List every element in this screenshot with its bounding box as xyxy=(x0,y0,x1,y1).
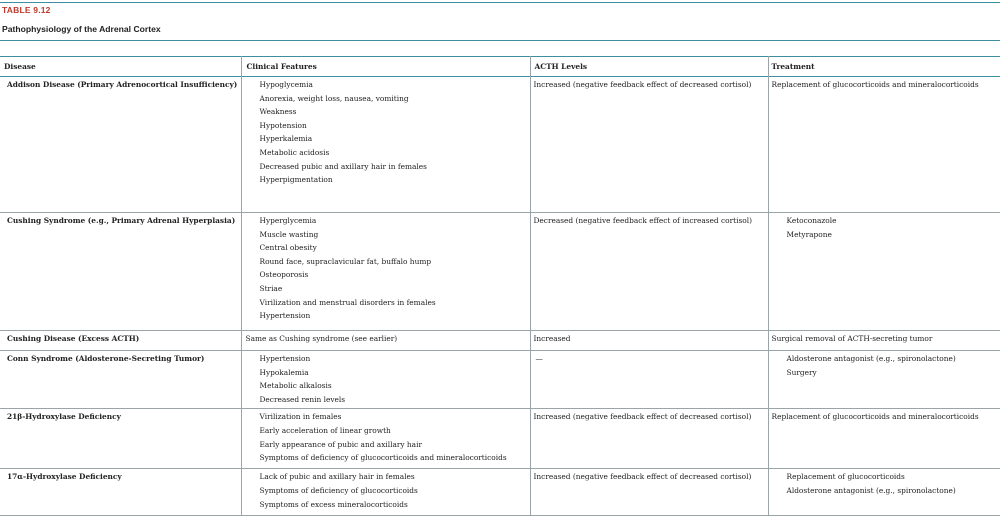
treatment-item: Aldosterone antagonist (e.g., spironolactone) xyxy=(786,485,956,495)
disease-cell: Cushing Disease (Excess ACTH) xyxy=(0,331,241,351)
feature-item: Muscle wasting xyxy=(259,229,319,239)
table-row xyxy=(0,351,1000,409)
treatment-cell xyxy=(768,351,1000,409)
features-cell xyxy=(241,409,530,469)
feature-item: Anorexia, weight loss, nausea, vomiting xyxy=(259,93,409,103)
treatment-item: Aldosterone antagonist (e.g., spironolactone) xyxy=(786,354,956,363)
feature-item: Decreased renin levels xyxy=(259,394,346,404)
acth-cell: Increased (negative feedback effect of decreased cortisol) xyxy=(530,77,768,213)
treatment-item: Replacement of glucocorticoids and mineralocorticoids xyxy=(771,412,979,422)
feature-item: Weakness xyxy=(259,107,297,117)
caption-rule xyxy=(0,40,1000,41)
table-label: TABLE 9.12 xyxy=(2,5,51,15)
feature-item: Symptoms of deficiency of glucocorticoids and mineralocorticoids xyxy=(259,453,507,463)
disease-cell: 21β-Hydroxylase Deficiency xyxy=(0,409,241,469)
features-cell xyxy=(241,213,530,331)
treatment-item: Replacement of glucocorticoids xyxy=(786,472,905,482)
table-title: Pathophysiology of the Adrenal Cortex xyxy=(2,24,161,34)
feature-item: Osteoporosis xyxy=(259,270,309,280)
feature-item: Hypoglycemia xyxy=(259,80,313,89)
acth-cell: Increased (negative feedback effect of decreased cortisol) xyxy=(530,409,768,469)
acth-cell: Increased xyxy=(530,331,768,351)
table-row xyxy=(0,469,1000,516)
feature-item: Hyperglycemia xyxy=(259,216,317,225)
table-row xyxy=(0,409,1000,469)
treatment-item: Ketoconazole xyxy=(786,216,837,225)
acth-cell: Increased (negative feedback effect of decreased cortisol) xyxy=(530,469,768,516)
column-header-treatment: Treatment xyxy=(771,62,815,71)
feature-item: Hyperpigmentation xyxy=(259,175,333,185)
features-cell xyxy=(241,77,530,213)
column-header-disease: Disease xyxy=(0,57,241,77)
header-row xyxy=(0,57,1000,77)
features-cell xyxy=(241,469,530,516)
treatment-item: Surgery xyxy=(786,367,817,377)
feature-item: Hyperkalemia xyxy=(259,134,313,144)
table-row xyxy=(0,213,1000,331)
feature-item: Decreased pubic and axillary hair in females xyxy=(259,161,427,171)
treatment-item: Surgical removal of ACTH-secreting tumor xyxy=(771,334,933,343)
feature-item: Lack of pubic and axillary hair in females xyxy=(259,472,415,482)
treatment-item: Metyrapone xyxy=(786,229,832,239)
feature-item: Hypokalemia xyxy=(259,367,309,377)
table-row xyxy=(0,77,1000,213)
pathophysiology-table xyxy=(0,56,1000,516)
feature-item: Virilization in females xyxy=(259,412,342,422)
disease-cell: Addison Disease (Primary Adrenocortical Insufficiency) xyxy=(0,77,241,213)
feature-item: Striae xyxy=(259,283,283,293)
treatment-cell xyxy=(768,469,1000,516)
disease-cell: Conn Syndrome (Aldosterone-Secreting Tumor) xyxy=(0,351,241,409)
table-row xyxy=(0,331,1000,351)
acth-cell: Decreased (negative feedback effect of increased cortisol) xyxy=(530,213,768,331)
feature-item: Early acceleration of linear growth xyxy=(259,425,391,435)
feature-item: Metabolic acidosis xyxy=(259,147,330,157)
features-cell xyxy=(241,351,530,409)
acth-cell: — xyxy=(530,351,768,409)
column-header-clinical-features: Clinical Features xyxy=(241,57,530,77)
feature-item: Symptoms of deficiency of glucocorticoids xyxy=(259,485,418,495)
treatment-cell xyxy=(768,331,1000,351)
feature-item: Early appearance of pubic and axillary hair xyxy=(259,439,422,449)
feature-item: Hypotension xyxy=(259,120,307,130)
feature-item: Virilization and menstrual disorders in females xyxy=(259,297,436,307)
treatment-cell xyxy=(768,213,1000,331)
top-rule xyxy=(0,2,1000,3)
feature-item: Hypertension xyxy=(259,354,311,363)
column-header-acth-levels: ACTH Levels xyxy=(530,57,768,77)
treatment-cell xyxy=(768,77,1000,213)
feature-item: Symptoms of excess mineralocorticoids xyxy=(259,499,408,509)
feature-item: Central obesity xyxy=(259,243,317,253)
treatment-cell xyxy=(768,409,1000,469)
feature-item: Same as Cushing syndrome (see earlier) xyxy=(245,334,398,343)
feature-item: Hypertension xyxy=(259,311,311,321)
feature-item: Metabolic alkalosis xyxy=(259,381,332,391)
features-cell xyxy=(241,331,530,351)
feature-item: Round face, supraclavicular fat, buffalo hump xyxy=(259,256,432,266)
disease-cell: Cushing Syndrome (e.g., Primary Adrenal Hyperplasia) xyxy=(0,213,241,331)
disease-cell: 17α-Hydroxylase Deficiency xyxy=(0,469,241,516)
treatment-item: Replacement of glucocorticoids and mineralocorticoids xyxy=(771,80,979,89)
